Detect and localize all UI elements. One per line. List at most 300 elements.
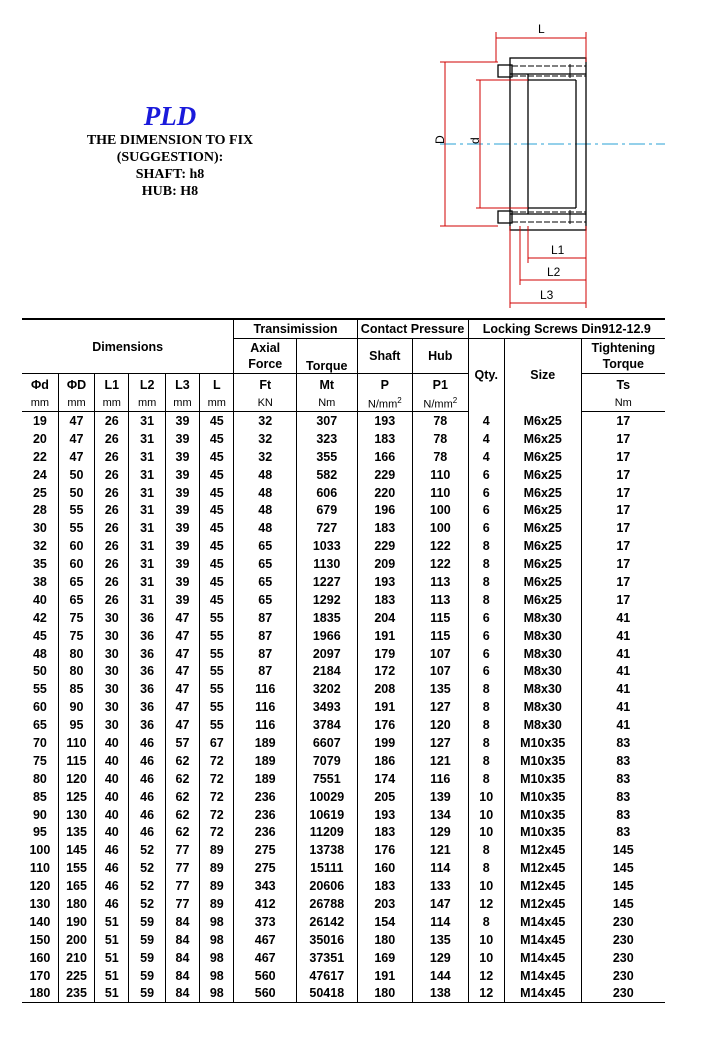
cell-screw-size: M6x25: [504, 412, 581, 430]
locking-screws-header: Locking Screws Din912-12.9: [468, 319, 665, 339]
cell-outer-dia: 125: [58, 788, 94, 806]
cell-l2: 52: [129, 895, 165, 913]
cell-screw-qty: 8: [468, 573, 504, 591]
cell-l1: 26: [95, 501, 129, 519]
cell-shaft-pressure: 166: [357, 448, 413, 466]
cell-length: 45: [200, 591, 234, 609]
cell-l3: 84: [165, 913, 199, 931]
cell-tightening-torque: 230: [581, 967, 665, 985]
dim-label-L2: L2: [547, 265, 561, 279]
axial-force-header: Axial Force: [234, 339, 297, 374]
cell-torque: 1227: [297, 573, 358, 591]
symbol-od: Φd: [22, 374, 58, 396]
qty-header: Qty.: [468, 339, 504, 412]
unit-L3: mm: [165, 395, 199, 412]
table-row: [22, 734, 665, 752]
cell-axial-force: 116: [234, 698, 297, 716]
cell-screw-qty: 8: [468, 770, 504, 788]
cell-length: 55: [200, 627, 234, 645]
cell-shaft-pressure: 180: [357, 985, 413, 1003]
cell-l2: 46: [129, 770, 165, 788]
cell-hub-pressure: 147: [413, 895, 469, 913]
cell-screw-qty: 12: [468, 967, 504, 985]
cell-length: 72: [200, 752, 234, 770]
cell-shaft-dia: 22: [32, 449, 47, 464]
unit-P-text: N/mm: [367, 398, 398, 411]
cell-shaft-pressure: 220: [357, 484, 413, 502]
unit-P1: $N/mm^2$: [413, 395, 469, 412]
cell-tightening-torque: 17: [581, 466, 665, 484]
cell-axial-force: 87: [234, 645, 297, 663]
cell-torque: 1033: [297, 537, 358, 555]
cell-l2: 31: [129, 555, 165, 573]
cell-length: 45: [200, 573, 234, 591]
cell-torque: 15111: [297, 859, 358, 877]
cell-length: 55: [200, 698, 234, 716]
cell-hub-pressure: 127: [413, 734, 469, 752]
cell-axial-force: 275: [234, 841, 297, 859]
fit-note-line-2: (SUGGESTION):: [116, 150, 224, 165]
cell-shaft-dia: 85: [32, 789, 47, 804]
cell-shaft-dia: 28: [32, 503, 47, 518]
cell-shaft-pressure: 183: [357, 823, 413, 841]
table-row: [22, 591, 665, 609]
table-row: [22, 931, 665, 949]
cell-torque: 10619: [297, 806, 358, 824]
cell-l2: 36: [129, 680, 165, 698]
cell-screw-size: M14x45: [504, 967, 581, 985]
cell-screw-qty: 6: [468, 645, 504, 663]
cell-torque: 47617: [297, 967, 358, 985]
unit-P: $N/mm^2$: [357, 395, 413, 412]
unit-L1: mm: [95, 395, 129, 412]
cell-screw-size: M8x30: [504, 680, 581, 698]
cell-length: 55: [200, 662, 234, 680]
cell-l1: 26: [95, 448, 129, 466]
cell-shaft-pressure: 183: [357, 591, 413, 609]
shaft-header: Shaft: [357, 339, 413, 374]
cell-hub-pressure: 138: [413, 985, 469, 1003]
cell-screw-size: M14x45: [504, 931, 581, 949]
cell-hub-pressure: 100: [413, 501, 469, 519]
cell-l3: 47: [165, 627, 199, 645]
cell-shaft-pressure: 191: [357, 698, 413, 716]
cell-length: 98: [200, 949, 234, 967]
cell-l1: 26: [95, 412, 129, 430]
cell-torque: 2184: [297, 662, 358, 680]
cell-shaft-pressure: 172: [357, 662, 413, 680]
cell-tightening-torque: 17: [581, 430, 665, 448]
torque-header: Torque: [297, 339, 358, 374]
cell-screw-size: M8x30: [504, 662, 581, 680]
table-row: [22, 627, 665, 645]
cell-l1: 51: [95, 949, 129, 967]
cell-l3: 39: [165, 430, 199, 448]
cell-screw-size: M6x25: [504, 484, 581, 502]
cell-screw-size: M6x25: [504, 430, 581, 448]
table-row: [22, 949, 665, 967]
cell-screw-qty: 10: [468, 788, 504, 806]
table-row: [22, 501, 665, 519]
cell-torque: 323: [297, 430, 358, 448]
cell-tightening-torque: 17: [581, 555, 665, 573]
cell-shaft-pressure: 154: [357, 913, 413, 931]
cell-tightening-torque: 17: [581, 448, 665, 466]
cell-axial-force: 275: [234, 859, 297, 877]
cell-shaft-pressure: 176: [357, 716, 413, 734]
cell-shaft-dia: 20: [32, 431, 47, 446]
dimensions-header: Dimensions: [22, 319, 234, 374]
cell-l2: 59: [129, 985, 165, 1003]
cell-screw-size: M14x45: [504, 913, 581, 931]
cell-tightening-torque: 145: [581, 895, 665, 913]
cell-screw-qty: 4: [468, 430, 504, 448]
cell-l1: 30: [95, 716, 129, 734]
cell-length: 89: [200, 859, 234, 877]
cell-length: 45: [200, 555, 234, 573]
cell-l2: 59: [129, 913, 165, 931]
cell-length: 55: [200, 645, 234, 663]
cell-hub-pressure: 144: [413, 967, 469, 985]
table-row: [22, 680, 665, 698]
cell-length: 45: [200, 501, 234, 519]
table-row: [22, 788, 665, 806]
cell-l1: 40: [95, 823, 129, 841]
cell-hub-pressure: 139: [413, 788, 469, 806]
cell-shaft-dia: 48: [32, 646, 47, 661]
table-row: [22, 698, 665, 716]
cell-axial-force: 236: [234, 788, 297, 806]
cell-length: 45: [200, 430, 234, 448]
cell-outer-dia: 120: [58, 770, 94, 788]
cell-outer-dia: 75: [58, 609, 94, 627]
cell-screw-qty: 4: [468, 412, 504, 430]
table-row: [22, 484, 665, 502]
cell-l3: 47: [165, 716, 199, 734]
symbol-Ft: Ft: [234, 374, 297, 396]
cell-hub-pressure: 110: [413, 484, 469, 502]
cell-screw-qty: 8: [468, 734, 504, 752]
cell-length: 45: [200, 519, 234, 537]
cell-axial-force: 412: [234, 895, 297, 913]
unit-Ts: Nm: [581, 395, 665, 412]
cell-tightening-torque: 145: [581, 841, 665, 859]
table-row: [22, 645, 665, 663]
cell-hub-pressure: 110: [413, 466, 469, 484]
cell-shaft-dia: 25: [32, 485, 47, 500]
cell-l2: 59: [129, 949, 165, 967]
cell-shaft-dia: 65: [32, 718, 47, 733]
cell-tightening-torque: 230: [581, 913, 665, 931]
table-row: [22, 573, 665, 591]
cell-shaft-pressure: 183: [357, 877, 413, 895]
cell-tightening-torque: 145: [581, 877, 665, 895]
cell-outer-dia: 145: [58, 841, 94, 859]
cell-hub-pressure: 116: [413, 770, 469, 788]
cell-axial-force: 236: [234, 806, 297, 824]
specification-table: [22, 318, 665, 1003]
cell-screw-size: M12x45: [504, 859, 581, 877]
cell-l3: 62: [165, 770, 199, 788]
cell-hub-pressure: 135: [413, 680, 469, 698]
cell-shaft-dia: 140: [29, 914, 51, 929]
cell-outer-dia: 235: [58, 985, 94, 1003]
table-row: [22, 716, 665, 734]
cell-l3: 84: [165, 967, 199, 985]
cell-l1: 51: [95, 985, 129, 1003]
cell-shaft-pressure: 193: [357, 412, 413, 430]
cell-l1: 40: [95, 770, 129, 788]
cell-l2: 31: [129, 466, 165, 484]
cell-tightening-torque: 17: [581, 412, 665, 430]
dim-label-L3: L3: [540, 288, 554, 302]
size-header: Size: [504, 339, 581, 412]
cell-screw-size: M10x35: [504, 734, 581, 752]
cell-tightening-torque: 17: [581, 519, 665, 537]
cell-tightening-torque: 17: [581, 573, 665, 591]
cell-shaft-dia: 95: [32, 825, 47, 840]
cell-l3: 84: [165, 949, 199, 967]
cell-hub-pressure: 135: [413, 931, 469, 949]
cell-length: 98: [200, 967, 234, 985]
cell-l1: 40: [95, 752, 129, 770]
cell-length: 45: [200, 448, 234, 466]
cell-screw-size: M10x35: [504, 823, 581, 841]
cell-axial-force: 467: [234, 931, 297, 949]
cell-torque: 1966: [297, 627, 358, 645]
cell-hub-pressure: 129: [413, 949, 469, 967]
cell-shaft-pressure: 196: [357, 501, 413, 519]
cell-shaft-pressure: 169: [357, 949, 413, 967]
cell-l1: 46: [95, 877, 129, 895]
cell-l2: 36: [129, 627, 165, 645]
cell-tightening-torque: 83: [581, 734, 665, 752]
cell-torque: 307: [297, 412, 358, 430]
cell-hub-pressure: 107: [413, 645, 469, 663]
cell-shaft-pressure: 191: [357, 627, 413, 645]
cell-screw-size: M6x25: [504, 573, 581, 591]
cell-l3: 84: [165, 985, 199, 1003]
cell-axial-force: 189: [234, 734, 297, 752]
cell-shaft-pressure: 186: [357, 752, 413, 770]
cell-tightening-torque: 230: [581, 931, 665, 949]
cell-l3: 62: [165, 788, 199, 806]
cell-outer-dia: 130: [58, 806, 94, 824]
unit-Ft: KN: [234, 395, 297, 412]
cell-l2: 31: [129, 519, 165, 537]
cell-axial-force: 48: [234, 484, 297, 502]
table-row: [22, 770, 665, 788]
cell-screw-qty: 6: [468, 519, 504, 537]
cell-shaft-dia: 60: [32, 700, 47, 715]
cell-outer-dia: 60: [58, 555, 94, 573]
cell-l3: 47: [165, 698, 199, 716]
cell-outer-dia: 80: [58, 662, 94, 680]
cell-l2: 31: [129, 412, 165, 430]
cell-length: 45: [200, 484, 234, 502]
cell-outer-dia: 47: [58, 448, 94, 466]
symbol-L2: L2: [129, 374, 165, 396]
cell-screw-qty: 8: [468, 716, 504, 734]
cell-screw-qty: 6: [468, 627, 504, 645]
cell-screw-qty: 8: [468, 555, 504, 573]
cell-torque: 1835: [297, 609, 358, 627]
cell-torque: 6607: [297, 734, 358, 752]
cell-length: 89: [200, 895, 234, 913]
table-row: [22, 752, 665, 770]
cell-l3: 84: [165, 931, 199, 949]
table-row: [22, 806, 665, 824]
cell-torque: 3493: [297, 698, 358, 716]
unit-oD: mm: [58, 395, 94, 412]
cell-length: 72: [200, 823, 234, 841]
cell-l1: 46: [95, 895, 129, 913]
cell-l1: 51: [95, 967, 129, 985]
cell-length: 55: [200, 680, 234, 698]
table-row: [22, 609, 665, 627]
cell-l3: 62: [165, 806, 199, 824]
cell-l1: 51: [95, 913, 129, 931]
cell-screw-size: M6x25: [504, 537, 581, 555]
cell-tightening-torque: 41: [581, 698, 665, 716]
screw-bottom: [512, 210, 586, 224]
cell-shaft-pressure: 205: [357, 788, 413, 806]
cell-axial-force: 48: [234, 519, 297, 537]
cell-l2: 36: [129, 698, 165, 716]
cell-l3: 47: [165, 645, 199, 663]
cell-screw-qty: 10: [468, 823, 504, 841]
cell-shaft-dia: 50: [32, 664, 47, 679]
screw-top: [512, 64, 586, 78]
cell-hub-pressure: 78: [413, 448, 469, 466]
cell-l2: 36: [129, 609, 165, 627]
table-row: [22, 913, 665, 931]
cell-axial-force: 65: [234, 591, 297, 609]
cell-tightening-torque: 83: [581, 823, 665, 841]
cell-axial-force: 87: [234, 662, 297, 680]
cell-axial-force: 65: [234, 537, 297, 555]
cell-outer-dia: 180: [58, 895, 94, 913]
cell-torque: 1292: [297, 591, 358, 609]
cell-outer-dia: 225: [58, 967, 94, 985]
cell-l3: 57: [165, 734, 199, 752]
cell-hub-pressure: 78: [413, 430, 469, 448]
cell-l3: 39: [165, 537, 199, 555]
cell-screw-size: M8x30: [504, 716, 581, 734]
cell-hub-pressure: 115: [413, 627, 469, 645]
cell-l1: 30: [95, 627, 129, 645]
cell-l1: 46: [95, 841, 129, 859]
cell-axial-force: 87: [234, 627, 297, 645]
cell-tightening-torque: 83: [581, 752, 665, 770]
cell-shaft-pressure: 183: [357, 430, 413, 448]
cell-l2: 52: [129, 841, 165, 859]
cell-shaft-pressure: 160: [357, 859, 413, 877]
cell-shaft-dia: 24: [32, 467, 47, 482]
cell-l2: 46: [129, 823, 165, 841]
cell-outer-dia: 65: [58, 591, 94, 609]
cell-outer-dia: 200: [58, 931, 94, 949]
cell-tightening-torque: 83: [581, 806, 665, 824]
cell-hub-pressure: 107: [413, 662, 469, 680]
cell-l2: 52: [129, 877, 165, 895]
table-row: [22, 859, 665, 877]
cell-shaft-dia: 150: [29, 932, 51, 947]
tightening-torque-header: Tightening Torque: [581, 339, 665, 374]
cell-l3: 77: [165, 841, 199, 859]
cell-l3: 39: [165, 591, 199, 609]
cell-length: 98: [200, 931, 234, 949]
cell-shaft-dia: 110: [29, 861, 50, 876]
title-block: [60, 100, 280, 200]
cell-screw-qty: 8: [468, 913, 504, 931]
cell-shaft-dia: 180: [22, 985, 58, 1003]
table-row: [22, 448, 665, 466]
cell-length: 72: [200, 806, 234, 824]
cell-length: 72: [200, 770, 234, 788]
cell-l3: 39: [165, 412, 199, 430]
cell-length: 98: [200, 985, 234, 1003]
cell-shaft-pressure: 204: [357, 609, 413, 627]
cell-screw-qty: 6: [468, 484, 504, 502]
cell-l2: 46: [129, 734, 165, 752]
cell-outer-dia: 55: [58, 519, 94, 537]
dim-label-L: L: [538, 22, 545, 36]
cell-shaft-dia: 45: [32, 628, 47, 643]
cell-hub-pressure: 113: [413, 591, 469, 609]
cell-hub-pressure: 100: [413, 519, 469, 537]
cell-l1: 26: [95, 519, 129, 537]
cell-length: 89: [200, 841, 234, 859]
cell-l1: 26: [95, 591, 129, 609]
cell-screw-size: M6x25: [504, 519, 581, 537]
cell-hub-pressure: 78: [413, 412, 469, 430]
table-row: [22, 967, 665, 985]
cell-screw-size: M6x25: [504, 448, 581, 466]
cell-screw-qty: 10: [468, 949, 504, 967]
cell-l2: 46: [129, 806, 165, 824]
cell-screw-qty: 8: [468, 841, 504, 859]
unit-L2: mm: [129, 395, 165, 412]
cell-axial-force: 65: [234, 573, 297, 591]
cell-torque: 679: [297, 501, 358, 519]
shaft-tolerance: SHAFT: h8: [135, 167, 205, 182]
locking-assembly-drawing: [420, 10, 680, 315]
cell-shaft-pressure: 191: [357, 967, 413, 985]
cell-shaft-dia: 120: [29, 879, 51, 894]
cell-hub-pressure: 121: [413, 752, 469, 770]
cell-tightening-torque: 145: [581, 859, 665, 877]
cell-l2: 46: [129, 788, 165, 806]
cell-shaft-dia: 130: [29, 896, 51, 911]
cell-torque: 727: [297, 519, 358, 537]
cell-l3: 62: [165, 823, 199, 841]
cell-screw-size: M12x45: [504, 841, 581, 859]
cell-length: 98: [200, 913, 234, 931]
cell-shaft-dia: 170: [29, 968, 51, 983]
cell-l1: 26: [95, 430, 129, 448]
dim-label-D: D: [433, 135, 447, 144]
cell-torque: 582: [297, 466, 358, 484]
cell-screw-size: M14x45: [504, 985, 581, 1003]
cell-length: 72: [200, 788, 234, 806]
cell-l2: 46: [129, 752, 165, 770]
cell-shaft-pressure: 179: [357, 645, 413, 663]
cell-screw-qty: 8: [468, 680, 504, 698]
cell-l2: 36: [129, 716, 165, 734]
cell-shaft-pressure: 208: [357, 680, 413, 698]
cell-l3: 77: [165, 859, 199, 877]
